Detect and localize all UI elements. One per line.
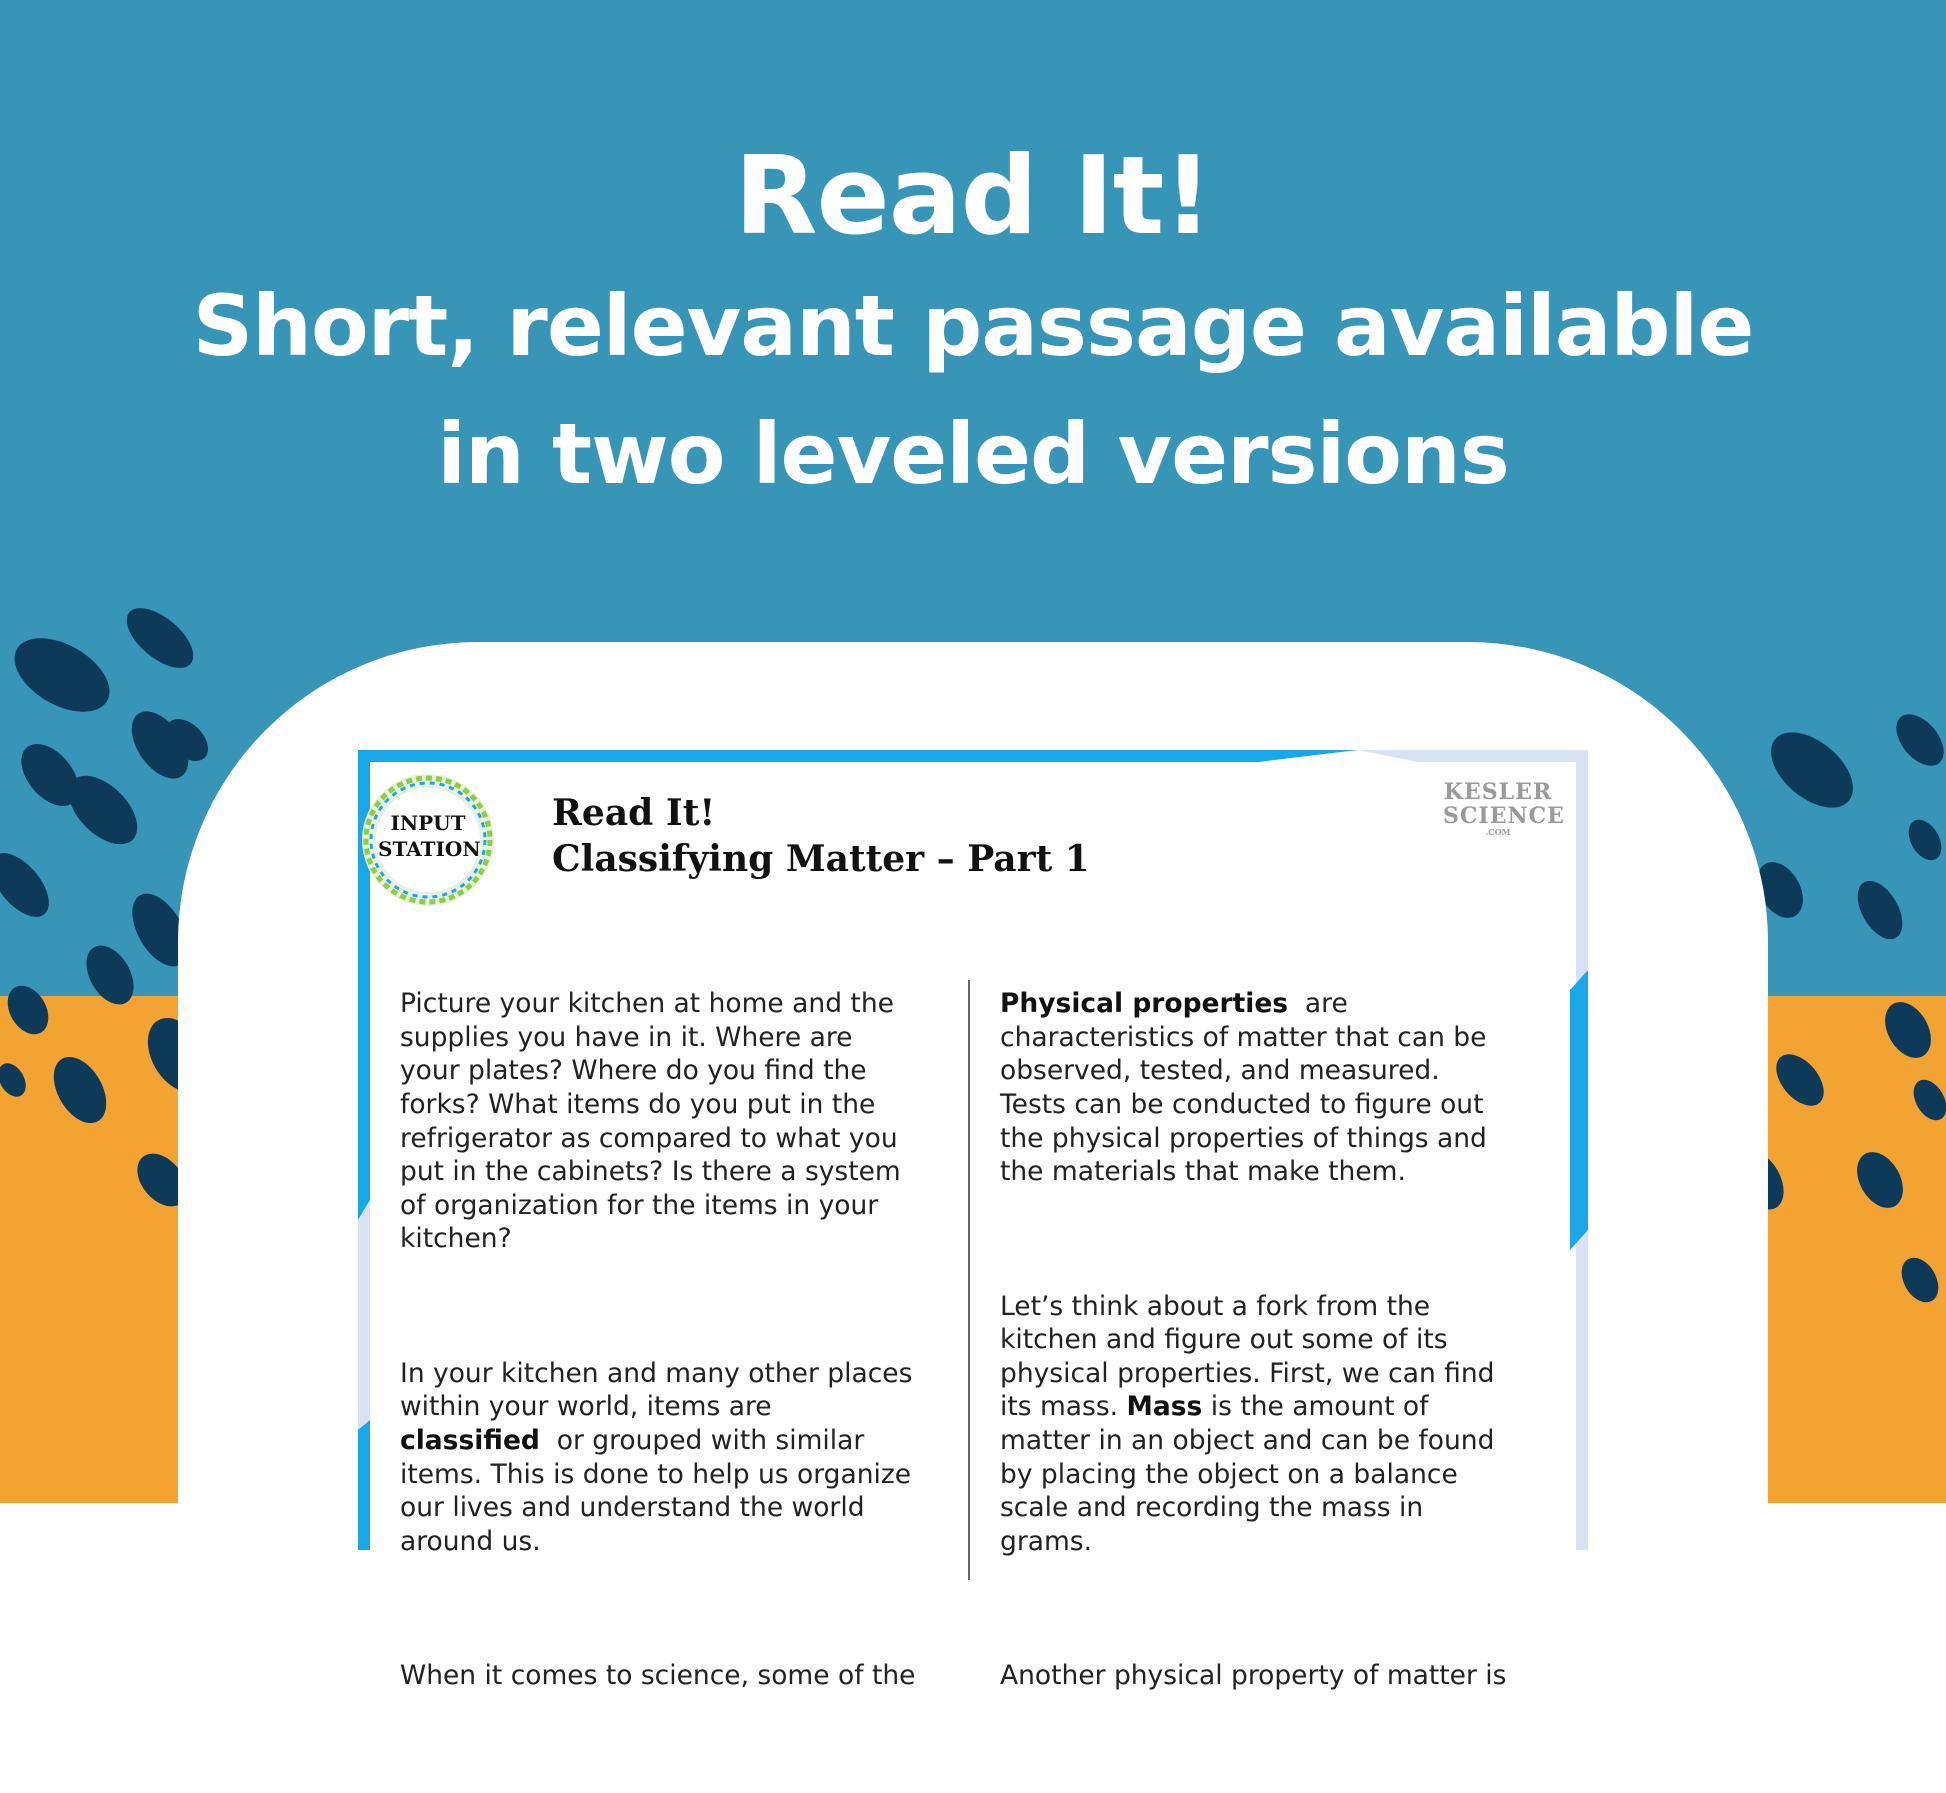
input-station-badge-text: INPUT STATION [378, 811, 481, 861]
left-column [400, 920, 940, 1793]
column-divider [968, 980, 970, 1580]
right-paragraph-1: Physical properties are characteristics of matter that can be observed, tested, and measured. Tests can be conducted to figure out the physical properties of things and the materials that make them. [1000, 988, 1487, 1188]
right-paragraph-2: Let’s think about a fork from the kitchen and figure out some of its physical properties. First, we can find its mass. Mass is the amount of matter in an object and can be found by placing the object on a balance scale and recording the mass in grams. [1000, 1290, 1495, 1557]
headline [0, 132, 1946, 518]
headline-title: Read It! [734, 134, 1212, 259]
document-title-line1: Read It! [552, 792, 716, 834]
right-column [1000, 920, 1560, 1793]
kesler-science-logo: KESLER SCIENCE .COM [1443, 779, 1565, 837]
document-title-line2: Classifying Matter – Part 1 [552, 838, 1090, 880]
left-paragraph-2: In your kitchen and many other places within your world, items are classified or grouped with similar items. This is done to help us organize our lives and understand the world around us. [400, 1357, 913, 1557]
headline-subtitle-line2: in two leveled versions [437, 405, 1509, 503]
left-paragraph-3: When it comes to science, some of the [400, 1660, 916, 1692]
headline-subtitle-line1: Short, relevant passage available [192, 277, 1754, 375]
right-paragraph-3: Another physical property of matter is [1000, 1660, 1507, 1692]
document-title [552, 790, 1090, 882]
document-preview [358, 750, 1588, 1692]
left-paragraph-1: Picture your kitchen at home and the supplies you have in it. Where are your plates? Where do you find the forks? What items do you put in the refrigerator as compared to what you put in the cabinets? Is there a system of organization for the items in your kitchen? [400, 988, 901, 1255]
